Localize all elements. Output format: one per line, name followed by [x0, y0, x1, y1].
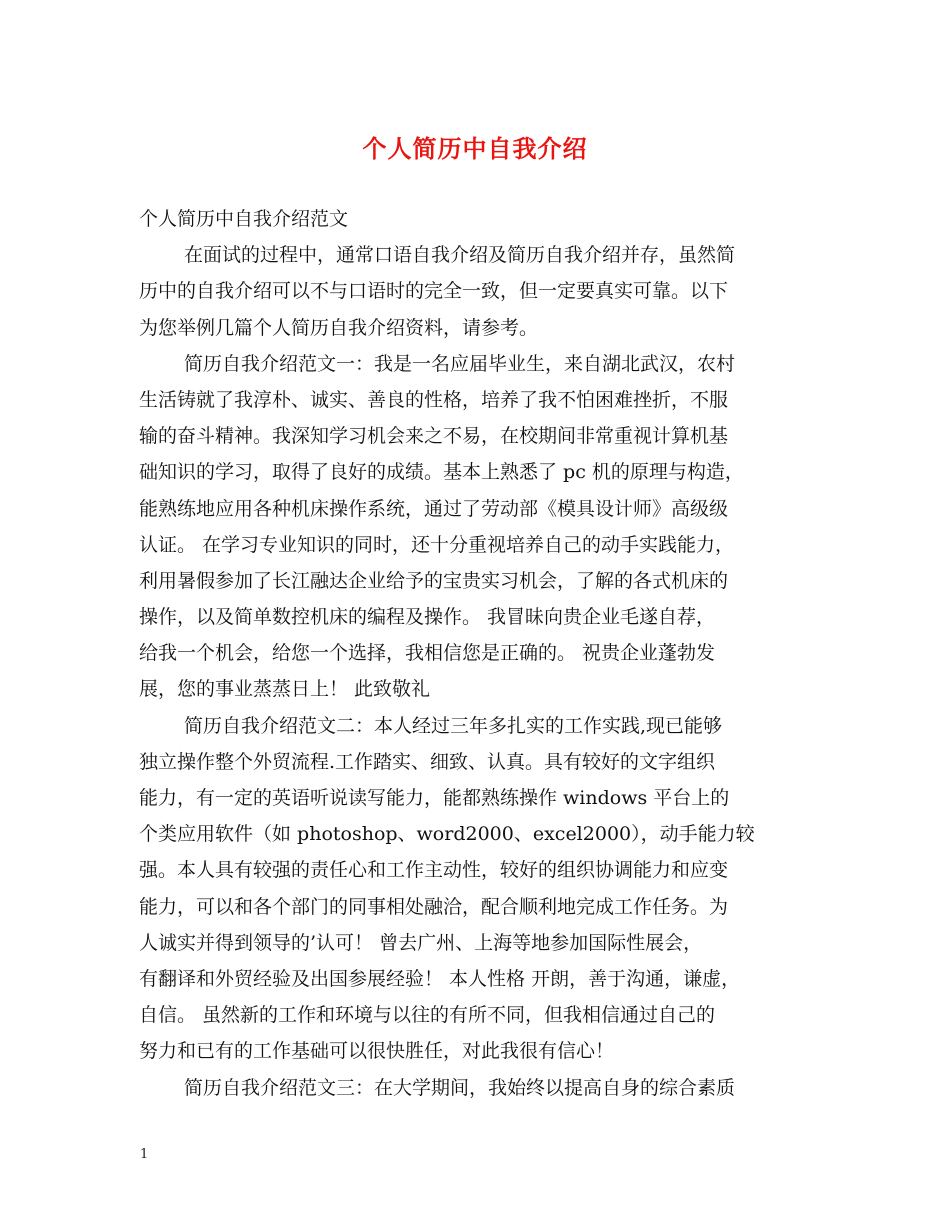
document-title: 个人简历中自我介绍: [362, 134, 588, 163]
text-line: 自信。 虽然新的工作和环境与以往的有所不同，但我相信通过自己的: [139, 1004, 716, 1027]
text-line: 有翻译和外贸经验及出国参展经验！ 本人性格 开朗，善于沟通，谦虚，: [139, 967, 741, 990]
text-line: 简历自我介绍范文二：本人经过三年多扎实的工作实践,现已能够: [184, 714, 723, 737]
text-line: 在面试的过程中，通常口语自我介绍及简历自我介绍并存，虽然简: [184, 244, 736, 267]
text-line: 认证。 在学习专业知识的同时，还十分重视培养自己的动手实践能力，: [139, 533, 735, 556]
text-line: 输的奋斗精神。我深知学习机会来之不易，在校期间非常重视计算机基: [139, 425, 729, 448]
text-line: 利用暑假参加了长江融达企业给予的宝贵实习机会，了解的各式机床的: [139, 569, 729, 592]
text-line: 强。本人具有较强的责任心和工作主动性，较好的组织协调能力和应变: [139, 859, 729, 882]
text-line: 操作，以及简单数控机床的编程及操作。 我冒昧向贵企业毛遂自荐，: [139, 606, 716, 629]
text-line: 生活铸就了我淳朴、诚实、善良的性格，培养了我不怕困难挫折，不服: [139, 388, 729, 411]
text-line: 展，您的事业蒸蒸日上！ 此致敬礼: [139, 678, 431, 701]
page-number: 1: [140, 1147, 149, 1162]
text-line: 个类应用软件（如 photoshop、word2000、excel2000），动手能力较: [139, 823, 755, 846]
text-line: 历中的自我介绍可以不与口语时的完全一致，但一定要真实可靠。以下: [139, 280, 729, 303]
text-line: 能力，可以和各个部门的同事相处融洽，配合顺利地完成工作任务。为: [139, 895, 729, 918]
text-line: 简历自我介绍范文一：我是一名应届毕业生，来自湖北武汉，农村: [184, 352, 736, 375]
text-line: 能熟练地应用各种机床操作系统，通过了劳动部《模具设计师》高级级: [139, 497, 729, 520]
text-line: 人诚实并得到领导的’认可！ 曾去广州、上海等地参加国际性展会，: [139, 931, 703, 954]
text-line: 为您举例几篇个人简历自我介绍资料，请参考。: [139, 316, 539, 339]
text-line: 独立操作整个外贸流程.工作踏实、细致、认真。具有较好的文字组织: [139, 750, 716, 773]
text-line: 努力和已有的工作基础可以很快胜任，对此我很有信心！: [139, 1040, 615, 1063]
text-line: 简历自我介绍范文三：在大学期间，我始终以提高自身的综合素质: [184, 1076, 736, 1099]
text-line: 给我一个机会，给您一个选择，我相信您是正确的。 祝贵企业蓬勃发: [139, 642, 716, 665]
document-body: [139, 201, 819, 1106]
text-line: 能力，有一定的英语听说读写能力，能都熟练操作 windows 平台上的: [139, 787, 730, 809]
text-line: 个人简历中自我介绍范文: [139, 208, 349, 230]
text-line: 础知识的学习，取得了良好的成绩。基本上熟悉了 pc 机的原理与构造，: [139, 461, 744, 484]
